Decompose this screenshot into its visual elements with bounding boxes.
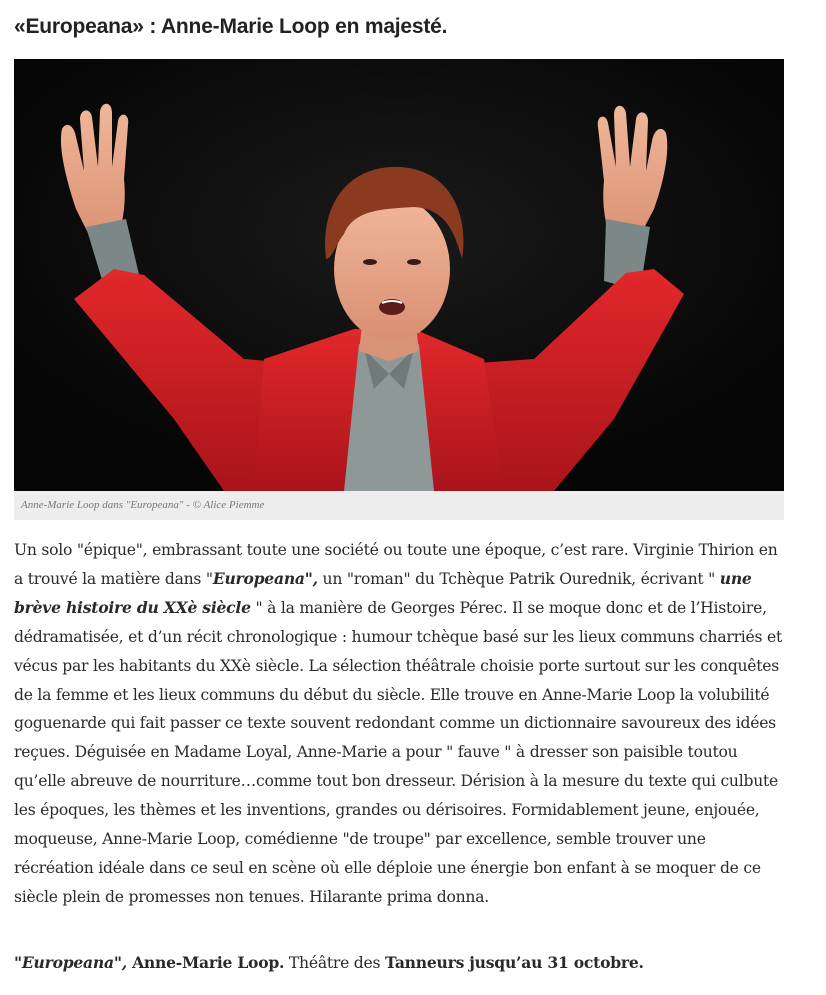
performer-illustration [14, 59, 784, 491]
photo-caption: Anne-Marie Loop dans "Europeana" - © Alice Piemme [21, 499, 265, 511]
article-photo [14, 59, 784, 491]
article-figure [14, 59, 784, 520]
body-text-intro: Un solo "épique", embrassant toute une société ou toute une époque, c’est rare. Virginie Thirion en a trouvé la matière dans " [14, 541, 778, 588]
work-subtitle: une brève histoire du XXè siècle [14, 568, 752, 617]
article-title: «Europeana» : Anne-Marie Loop en majesté. [14, 15, 448, 38]
article-body [14, 536, 789, 912]
credits-venue-dates: Tanneurs jusqu’au 31 octobre. [384, 953, 644, 972]
credits-venue-prefix: Théâtre des [284, 954, 385, 972]
work-title: Europeana", [212, 568, 318, 588]
credits-show-title: "Europeana", [14, 953, 127, 972]
credits-performer: Anne-Marie Loop. [126, 953, 285, 972]
body-text-main: " à la manière de Georges Pérec. Il se moque donc et de l’Histoire, dédramatisée, et d’un récit chronologique : humour tchèque basé sur les lieux communs charriés et vécus par les habitants du XXè siècle. La sélection théâtrale choisie porte surtout sur les conquêtes de la femme et les lieux communs du début du siècle. Elle trouve en Anne-Marie Loop la volubilité goguenarde qui fait passer ce texte souvent redondant comme un dictionnaire savoureux des idées reçues. Déguisée en Madame Loyal, Anne-Marie a pour " fauve " à dresser son paisible toutou qu’elle abreuve de nourriture…comme tout bon dresseur. Dérision à la mesure du texte qui culbute les époques, les thèmes et les inventions, grandes ou dérisoires. Formidablement jeune, enjouée, moqueuse, Anne-Marie Loop, comédienne "de troupe" par excellence, semble trouver une récréation idéale dans ce seul en scène où elle déploie une énergie bon enfant à se moquer de ce siècle plein de promesses non tenues. Hilarante prima donna. [14, 598, 782, 906]
body-text-middle: un "roman" du Tchèque Patrik Ourednik, écrivant " [317, 569, 720, 588]
show-credits [14, 950, 789, 976]
